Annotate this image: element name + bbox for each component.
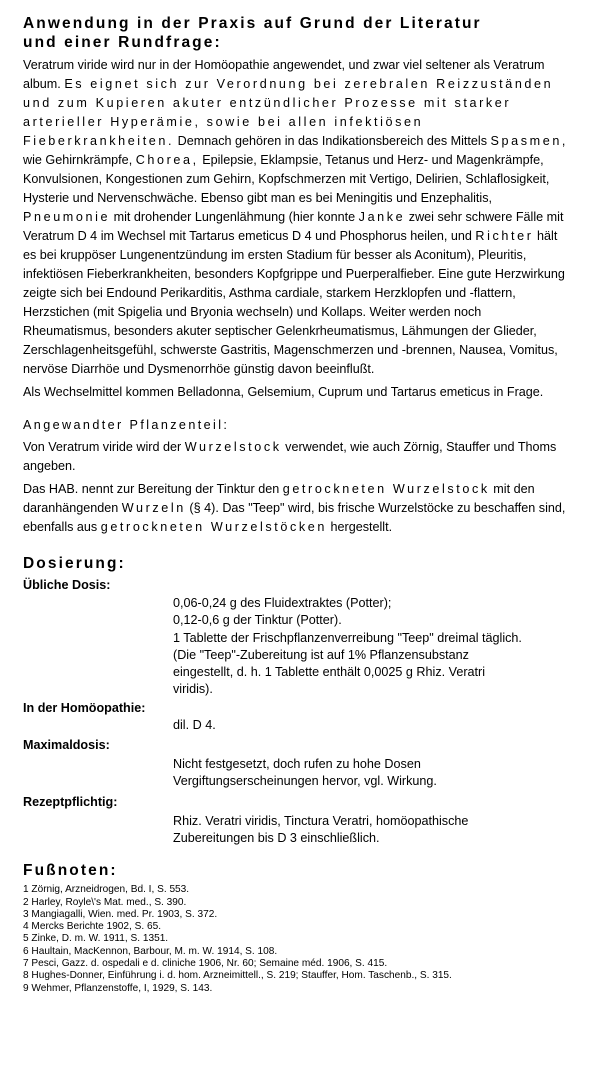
spaced-term-wurzelstock: Wurzelstock [184,440,282,454]
footnote-item: 3 Mangiagalli, Wien. med. Pr. 1903, S. 372. [23,908,218,920]
footnote-item: 2 Harley, Royle\'s Mat. med., S. 390. [23,896,187,908]
footnotes-list [23,884,571,995]
spaced-author-janke: Janke [358,210,406,224]
homeopathy-label: In der Homöopathie: [23,700,146,715]
usual-dose-values [173,595,571,699]
dose-line: Nicht festgesetzt, doch rufen zu hohe Dosen [173,757,421,772]
application-paragraph [23,56,571,379]
plant-part-heading: Angewandter Pflanzenteil: [23,418,230,432]
spaced-term-chorea: Chorea, [135,153,199,167]
text-run: Demnach gehören in das Indikationsbereich des Mittels [177,134,488,148]
footnote-item: 9 Wehmer, Pflanzenstoffe, I, 1929, S. 143. [23,982,213,994]
spaced-term-wurzeln: Wurzeln [121,501,186,515]
spaced-term-getrockneten-wurzelstock: getrockneten Wurzelstock [282,482,490,496]
dose-line: 1 Tablette der Frischpflanzenverreibung "Teep" dreimal täglich. [173,630,522,645]
dose-line: 0,12-0,6 g der Tinktur (Potter). [173,613,342,628]
text-run: Veratrum viride wird nur in der Homöopathie angewendet, und zwar viel seltener als Veratrum album. [23,58,545,91]
max-dose-values [173,756,571,791]
spaced-author-richter: Richter [475,229,534,243]
usual-dose-label: Übliche Dosis: [23,578,111,592]
spaced-term-getrockneten-wurzelstoecken: getrockneten Wurzelstöcken [100,520,327,534]
dose-line: Zubereitungen bis D 3 einschließlich. [173,830,380,845]
dose-line: (Die "Teep"-Zubereitung ist auf 1% Pflanzensubstanz [173,647,469,662]
text-run: hält es bei kruppöser Lungenentzündung im ersten Stadium für besser als Aconitum), Pleuritis, infektiösen Fieberkrankheiten, besonders Kopfgrippe und Puerperalfieber. Eine gute Herzwirkung zeigte sich bei Endound Perikarditis, Asthma cardiale, starkem Herzklopfen und -flattern, Herzstichen (mit Spigelia und Bryonia wechseln) und Kollaps. Weiter werden noch Rheumatismus, besonders akuter septischer Gelenkrheumatismus, Lähmungen der Glieder, Zerschlagenheitsgefühl, schwerste Gastritis, Magenschmerzen und -brennen, Nausea, Vomitus, nervöse Diarrhöe und Dysmenorrhöe günstig davon beeinflußt. [23,229,565,376]
text-run: mit den daranhängenden [23,482,535,515]
text-run: verwendet, wie auch Zörnig, Stauffer und Thoms angeben. [23,440,557,473]
dose-line: eingestellt, d. h. 1 Tablette enthält 0,0025 g Rhiz. Veratri [173,665,486,680]
plant-part-paragraph-1 [23,438,571,476]
footnotes-heading: Fußnoten: [23,862,118,880]
dose-line: viridis). [173,682,213,697]
footnote-item: 6 Haultain, MacKennon, Barbour, M. m. W. 1914, S. 108. [23,945,278,957]
text-run: Von Veratrum viride wird der [23,440,182,454]
text-run: zwei sehr schwere Fälle mit Veratrum D 4 im Wechsel mit Tartarus emeticus D 4 und Phosphorus heilen, und [23,210,564,243]
spaced-term-spasmen: Spasmen, [490,134,569,148]
spaced-term-pneumonie: Pneumonie [23,210,111,224]
section-heading-application [23,14,571,52]
alternate-remedies-paragraph: Als Wechselmittel kommen Belladonna, Gelsemium, Cuprum und Tartarus emeticus in Frage. [23,385,544,399]
text-run: (§ 4). Das "Teep" wird, bis frische Wurzelstöcke zu beschaffen sind, ebenfalls aus [23,501,566,534]
document-page [23,14,571,995]
dose-line: Vergiftungserscheinungen hervor, vgl. Wirkung. [173,774,437,789]
prescription-label: Rezeptpflichtig: [23,794,118,809]
dose-line: Rhiz. Veratri viridis, Tinctura Veratri, homöopathische [173,813,469,828]
text-run: Epilepsie, Eklampsie, Tetanus und Herz- und Magenkrämpfe, Konvulsionen, Kongestionen zum Gehirn, Kopfschmerzen mit Vertigo, Delirien, Schlaflosigkeit, Hysterie und Nervenschwäche. Ebenso gibt man es bei Meningitis und Enzephalitis, [23,153,550,205]
text-run: wie Gehirnkrämpfe, [23,153,133,167]
spaced-text-run: Es eignet sich zur Verordnung bei zerebralen Reizzuständen und zum Kupieren akuter entzündlicher Prozesse mit starker arterieller Hyperämie, sowie bei allen infektiösen Fieberkrankheiten. [23,77,554,148]
footnote-item: 4 Mercks Berichte 1902, S. 65. [23,921,162,933]
footnote-item: 1 Zörnig, Arzneidrogen, Bd. I, S. 553. [23,884,190,896]
plant-part-paragraph-2 [23,480,571,537]
footnote-item: 7 Pesci, Gazz. d. ospedali e d. cliniche 1906, Nr. 60; Semaine méd. 1906, S. 415. [23,958,388,970]
footnote-item: 5 Zinke, D. m. W. 1911, S. 1351. [23,933,169,945]
text-run: hergestellt. [330,520,393,534]
dosage-heading: Dosierung: [23,555,126,572]
heading-line-2: und einer Rundfrage: [23,34,222,51]
dosage-section [23,577,571,847]
max-dose-label: Maximaldosis: [23,738,110,753]
heading-line-1: Anwendung in der Praxis auf Grund der Literatur [23,15,482,32]
homeopathy-value: dil. D 4. [173,717,216,732]
footnote-item: 8 Hughes-Donner, Einführung i. d. hom. Arzneimittell., S. 219; Stauffer, Hom. Taschenb., S. 315. [23,970,452,982]
prescription-values [173,813,571,848]
text-run: Das HAB. nennt zur Bereitung der Tinktur den [23,482,280,496]
text-run: mit drohender Lungenlähmung (hier konnte [113,210,356,224]
dose-line: 0,06-0,24 g des Fluidextraktes (Potter); [173,596,392,610]
